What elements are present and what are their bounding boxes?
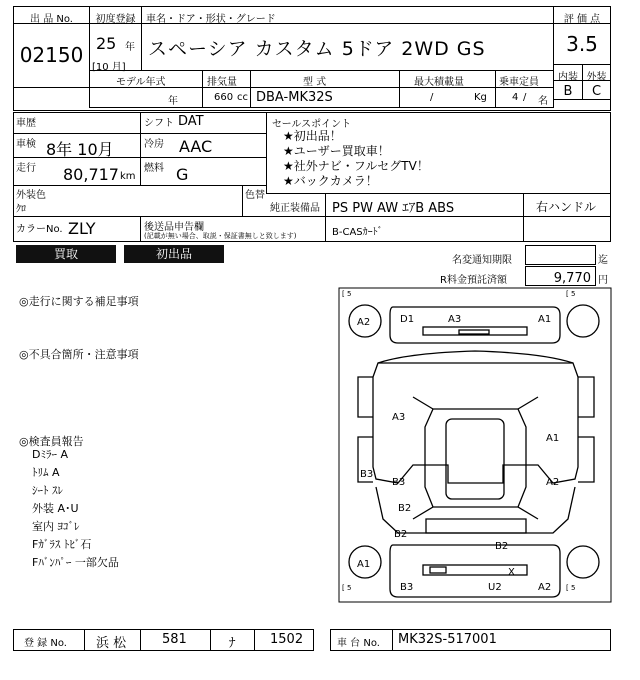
- inspection-label: 車検: [16, 139, 36, 150]
- rear-bumper: [390, 545, 560, 597]
- sales-point: ★初出品！: [283, 129, 342, 143]
- reg-label: 登 録 No.: [24, 638, 67, 649]
- lot-label: 出 品 No.: [30, 14, 73, 25]
- equip-value-2: B-CASｶｰﾄﾞ: [332, 227, 383, 238]
- displacement-value: 660: [214, 92, 234, 103]
- corner-label-tl: [ 5: [342, 290, 352, 298]
- car-damage-diagram: [338, 287, 612, 604]
- tailgate: [426, 519, 526, 533]
- sales-point: ★バックカメラ！: [283, 174, 378, 188]
- sales-points: [283, 129, 429, 189]
- grade-label-cell: [553, 6, 611, 24]
- max-load-value: /: [430, 92, 434, 103]
- shift-value: DAT: [178, 114, 204, 129]
- exterior-cell: [582, 80, 611, 100]
- damage-mark: B2: [398, 503, 412, 514]
- color-change-divider: [242, 185, 243, 216]
- meihen-label: 名変通知期限: [452, 255, 512, 266]
- front-bumper: [390, 307, 560, 343]
- interior-label: 内装: [558, 72, 578, 83]
- footer-div-4: [254, 629, 255, 651]
- spec-divider-2: [250, 70, 251, 108]
- interior-cell: [553, 80, 583, 100]
- footer-div-3: [210, 629, 211, 651]
- after-note: (記載が無い場合、取説・保証書無しと致します): [144, 232, 297, 240]
- damage-mark: A2: [538, 582, 552, 593]
- buy-badge: 買取: [16, 245, 116, 263]
- capacity-value: 4: [512, 92, 519, 103]
- body-outline: [373, 363, 578, 483]
- recycle-unit: 円: [598, 275, 608, 286]
- mileage-label: 走行: [16, 163, 36, 174]
- damage-mark: X: [508, 567, 515, 578]
- corner-label-bl: [ 5: [342, 584, 352, 592]
- info-col-divider-1: [140, 112, 141, 185]
- mileage-value: 80,717: [63, 165, 119, 184]
- capacity-slash: /: [523, 92, 527, 103]
- damage-mark: A3: [392, 412, 406, 423]
- exterior-label: 外装: [586, 72, 607, 83]
- capacity-unit: 名: [538, 96, 548, 107]
- ext-color-value: ｸﾛ: [16, 204, 26, 215]
- meihen-unit: 迄: [598, 255, 608, 266]
- damage-mark: B2: [495, 541, 509, 552]
- ac-value: AAC: [179, 137, 213, 156]
- type-label: 型 式: [303, 77, 327, 88]
- damage-mark: U2: [488, 582, 502, 593]
- color-no-value: ZLY: [68, 219, 96, 238]
- report-line: Fﾊﾞﾝﾊﾟｰ 一部欠品: [32, 556, 119, 569]
- damage-mark: B3: [400, 582, 414, 593]
- car-name-label-cell: [141, 6, 554, 24]
- damage-mark: A1: [357, 559, 371, 570]
- color-change-label: 色替: [245, 190, 265, 201]
- damage-mark: D1: [400, 314, 415, 325]
- reg-class: 581: [162, 632, 187, 647]
- info-col-divider-2: [266, 112, 267, 193]
- equip-label: 純正装備品: [270, 203, 320, 214]
- equip-label-divider: [325, 193, 326, 242]
- model-type: DBA-MK32S: [256, 90, 333, 105]
- first-listing-badge: 初出品: [124, 245, 224, 263]
- grade-cell: [553, 23, 611, 65]
- wheel-front-right: [567, 305, 599, 337]
- displacement-unit: cc: [237, 92, 248, 103]
- report-line: ｼｰﾄ ｽﾚ: [32, 484, 63, 497]
- defects-title: ◎不具合箇所・注意事項: [19, 348, 139, 361]
- grade-label: 評 価 点: [563, 14, 601, 25]
- damage-mark: A2: [546, 477, 560, 488]
- spec-divider-1: [202, 70, 203, 108]
- right-rear-outer: [578, 437, 594, 482]
- handle-divider: [523, 193, 524, 242]
- chassis-number: MK32S-517001: [398, 632, 497, 647]
- damage-mark: B2: [394, 529, 408, 540]
- sales-point: ★社外ナビ・フルセグTV！: [283, 159, 429, 173]
- footer-div-2: [140, 629, 141, 651]
- max-load-label: 最大積載量: [414, 77, 464, 88]
- ext-color-label: 外装色: [16, 190, 46, 201]
- car-name: スペーシア カスタム 5ドア 2WD GS: [148, 38, 486, 60]
- wheel-rear-right: [567, 546, 599, 578]
- color-no-label: カラーNo.: [16, 224, 63, 235]
- displacement-label: 排気量: [207, 77, 237, 88]
- pillars: [413, 397, 538, 519]
- lot-number: 02150: [19, 43, 84, 67]
- recycle-value: 9,770: [553, 271, 591, 286]
- damage-mark: A2: [357, 317, 371, 328]
- inspector-title: ◎検査員報告: [19, 435, 84, 448]
- first-reg-month: [10 月]: [92, 62, 126, 73]
- fuel-label: 燃料: [144, 163, 164, 174]
- lot-value-cell: [13, 23, 90, 88]
- footer-div-5: [392, 629, 393, 651]
- corner-label-br: [ 5: [566, 584, 576, 592]
- spec-divider-4: [495, 70, 496, 108]
- damage-mark: A3: [448, 314, 462, 325]
- damage-mark: B3: [360, 469, 374, 480]
- info-row-divider-3: [13, 185, 267, 186]
- fuel-value: G: [176, 165, 189, 184]
- driving-notes-title: ◎走行に関する補足事項: [19, 295, 139, 308]
- inspection-value: 8年 10月: [46, 140, 114, 159]
- front-plate: [459, 330, 489, 334]
- first-reg-year-unit: 年: [125, 42, 135, 53]
- damage-mark: A1: [546, 433, 560, 444]
- corner-label-tr: [ 5: [566, 290, 576, 298]
- capacity-label: 乗車定員: [499, 77, 539, 88]
- left-door-outer: [358, 377, 373, 417]
- interior-grade: B: [563, 84, 573, 99]
- recycle-label: R料金預託済額: [440, 275, 507, 286]
- footer-div-1: [84, 629, 85, 651]
- report-line: 外装 A･U: [32, 502, 79, 515]
- history-label: 車歴: [16, 118, 36, 129]
- car-name-label: 車名・ドア・形状・グレード: [146, 14, 276, 25]
- damage-mark: A1: [538, 314, 552, 325]
- right-door-outer: [578, 377, 594, 417]
- report-line: 室内 ﾖｺﾞﾚ: [32, 520, 80, 533]
- ac-label: 冷房: [144, 139, 164, 150]
- report-line: Fｶﾞﾗｽ ﾄﾋﾞ石: [32, 538, 92, 551]
- reg-area: 浜 松: [96, 636, 127, 651]
- lot-label-cell: [13, 6, 90, 24]
- first-reg-year: 25: [96, 34, 117, 53]
- first-reg-label-cell: [89, 6, 142, 24]
- color-no-divider: [140, 216, 141, 242]
- hood-line: [378, 351, 573, 363]
- meihen-box: [525, 245, 596, 265]
- inspector-report: [32, 446, 119, 572]
- reg-kana: ﾅ: [229, 636, 236, 651]
- spec-divider-3: [399, 70, 400, 108]
- shift-label: シフト: [144, 118, 174, 129]
- equip-value: PS PW AW ｴｱB ABS: [332, 201, 455, 216]
- sales-point: ★ユーザー買取車！: [283, 144, 390, 158]
- grade-score: 3.5: [566, 32, 598, 56]
- after-label: 後送品申告欄: [144, 222, 204, 233]
- model-year-label: モデル年式: [116, 77, 166, 88]
- model-year-unit: 年: [168, 96, 178, 107]
- mileage-unit: km: [120, 171, 136, 182]
- info-row-divider-1: [13, 133, 267, 134]
- chassis-label: 車 台 No.: [337, 638, 380, 649]
- equip-row-top: [266, 193, 611, 194]
- cabin-outline: [425, 409, 526, 507]
- report-line: Dﾐﾗｰ A: [32, 448, 68, 461]
- reg-number: 1502: [270, 632, 304, 647]
- handle-value: 右ハンドル: [536, 200, 597, 214]
- exterior-grade: C: [591, 84, 602, 99]
- equip-row-mid: [266, 216, 611, 217]
- damage-mark: B3: [392, 477, 406, 488]
- roof: [446, 419, 504, 499]
- exterior-label-cell: [582, 64, 611, 81]
- interior-label-cell: [553, 64, 583, 81]
- report-line: ﾄﾘﾑ A: [32, 466, 60, 479]
- sales-label: セールスポイント: [272, 119, 352, 130]
- max-load-unit: Kg: [474, 92, 487, 103]
- recycle-box: [525, 266, 596, 286]
- rear-lamp: [430, 567, 446, 573]
- first-reg-label: 初度登録: [95, 14, 136, 25]
